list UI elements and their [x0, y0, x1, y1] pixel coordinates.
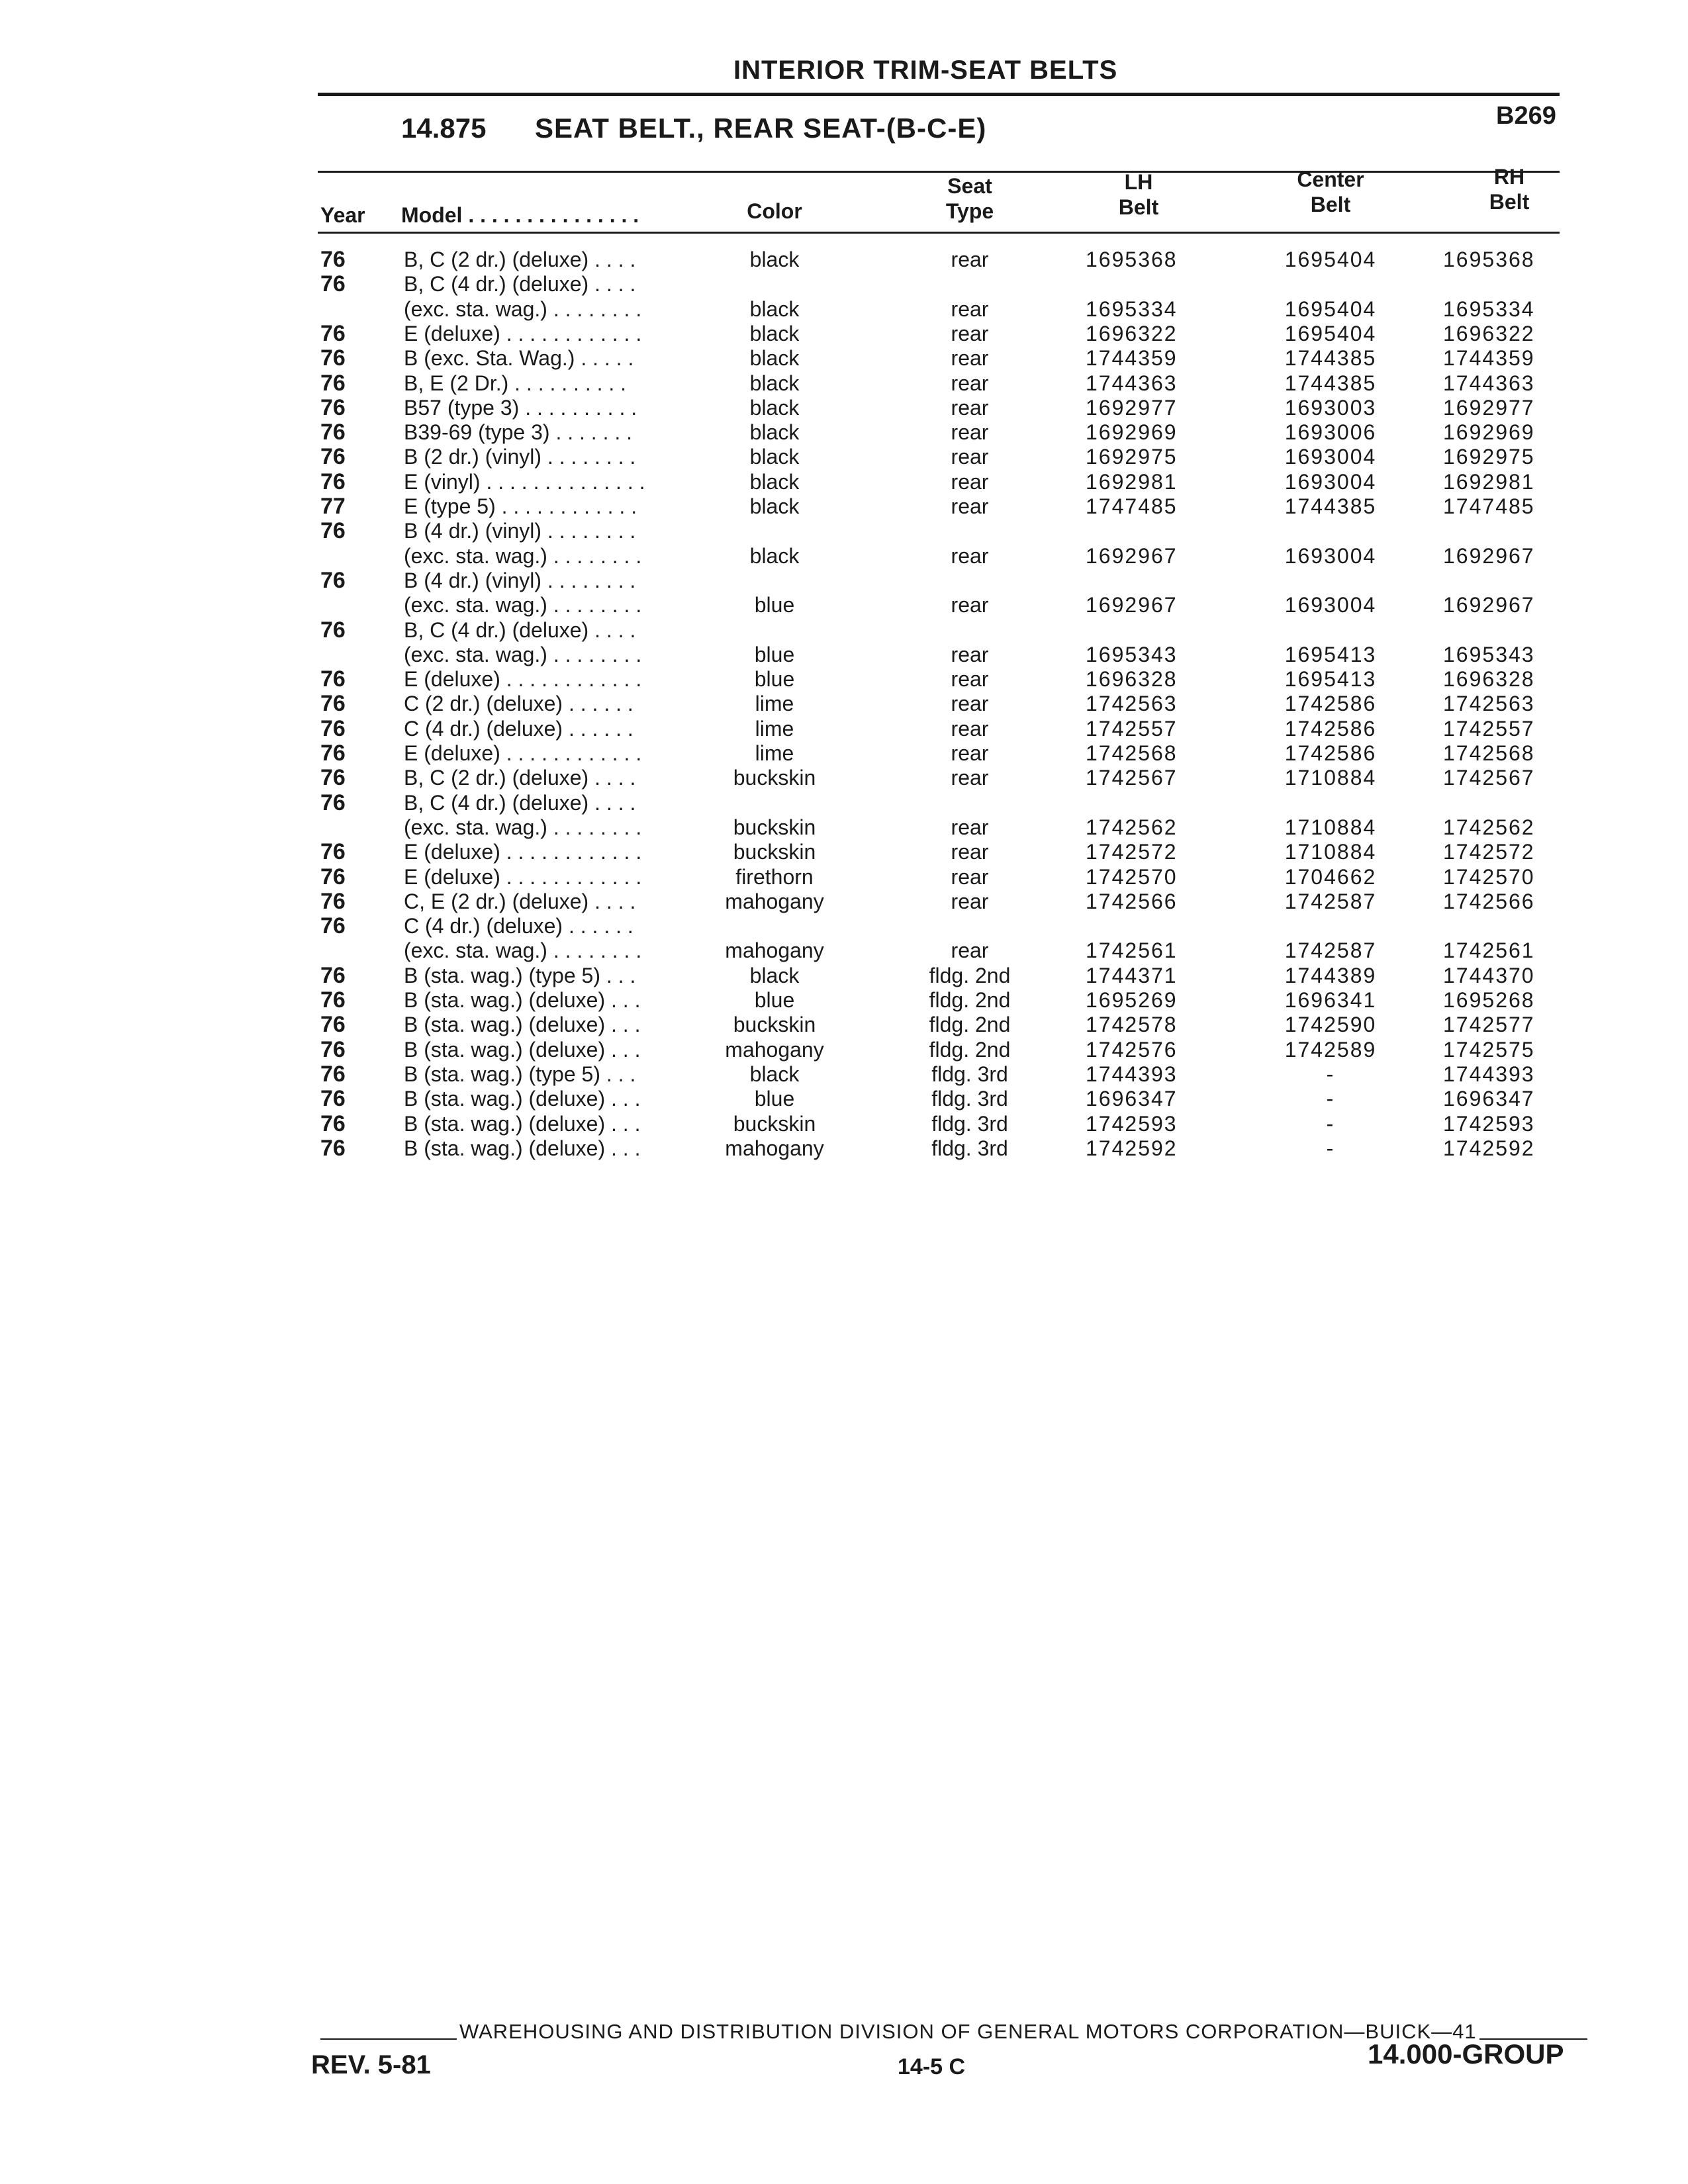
row-model: B (4 dr.) (vinyl) . . . . . . . .: [404, 519, 636, 543]
row-seat-type: rear: [951, 322, 989, 345]
column-header-center-line2: Belt: [1310, 193, 1351, 216]
table-row: [0, 964, 1688, 988]
row-seat-type: rear: [951, 692, 989, 715]
row-rh-belt: 1742557: [1443, 717, 1535, 741]
row-lh-belt: 1742567: [1086, 766, 1178, 790]
table-row: [0, 938, 1688, 963]
row-rh-belt: 1695334: [1443, 297, 1535, 321]
row-year: 76: [320, 1037, 346, 1062]
table-row: [0, 865, 1688, 889]
table-row: [0, 717, 1688, 741]
row-lh-belt: 1696347: [1086, 1087, 1178, 1111]
row-model: B39-69 (type 3) . . . . . . .: [404, 420, 633, 444]
row-lh-belt: 1742576: [1086, 1038, 1178, 1062]
row-center-belt: 1695404: [1284, 248, 1377, 271]
table-row: [0, 1087, 1688, 1111]
row-year: 76: [320, 913, 346, 938]
row-lh-belt: 1742562: [1086, 815, 1178, 839]
row-center-belt: 1742589: [1284, 1038, 1377, 1062]
row-rh-belt: 1747485: [1443, 494, 1535, 518]
row-model: B (sta. wag.) (deluxe) . . .: [404, 988, 641, 1012]
row-color: mahogany: [725, 1038, 824, 1062]
row-color: mahogany: [725, 938, 824, 962]
column-header-rh-line2: Belt: [1489, 190, 1530, 214]
row-center-belt: 1744385: [1284, 494, 1377, 518]
row-model: B, C (2 dr.) (deluxe) . . . .: [404, 766, 636, 790]
row-seat-type: fldg. 2nd: [929, 964, 1011, 987]
row-seat-type: rear: [951, 643, 989, 666]
table-row: [0, 248, 1688, 272]
row-color: blue: [754, 643, 795, 666]
table-row: [0, 470, 1688, 494]
row-lh-belt: 1742568: [1086, 741, 1178, 765]
table-row: [0, 346, 1688, 371]
row-center-belt: 1695413: [1284, 667, 1377, 691]
row-lh-belt: 1744393: [1086, 1062, 1178, 1086]
row-seat-type: rear: [951, 297, 989, 321]
row-color: buckskin: [733, 840, 816, 864]
row-color: black: [749, 1062, 800, 1086]
row-color: buckskin: [733, 1112, 816, 1136]
row-center-belt: 1693006: [1284, 420, 1377, 444]
row-model: B (sta. wag.) (deluxe) . . .: [404, 1013, 641, 1036]
row-lh-belt: 1695343: [1086, 643, 1178, 666]
row-model: (exc. sta. wag.) . . . . . . . .: [404, 593, 642, 617]
table-row: [0, 396, 1688, 420]
row-year: 76: [320, 518, 346, 543]
row-color: mahogany: [725, 1136, 824, 1160]
row-color: black: [749, 544, 800, 568]
top-rule-thick: [318, 93, 1560, 96]
column-header-rule: [318, 232, 1560, 234]
row-center-belt: 1695404: [1284, 297, 1377, 321]
row-seat-type: rear: [951, 667, 989, 691]
row-color: blue: [754, 667, 795, 691]
row-color: black: [749, 494, 800, 518]
table-row: [0, 1013, 1688, 1037]
row-model: B57 (type 3) . . . . . . . . . .: [404, 396, 637, 420]
row-center-belt: 1742586: [1284, 692, 1377, 715]
row-center-belt: 1693004: [1284, 544, 1377, 568]
row-model: C (4 dr.) (deluxe) . . . . . .: [404, 914, 633, 938]
row-lh-belt: 1742557: [1086, 717, 1178, 741]
row-model: B (sta. wag.) (deluxe) . . .: [404, 1112, 641, 1136]
row-rh-belt: 1744370: [1443, 964, 1535, 987]
column-header-year: Year: [320, 203, 365, 227]
group-title-wrap: [733, 56, 1117, 85]
row-seat-type: rear: [951, 593, 989, 617]
row-year: 76: [320, 444, 346, 469]
row-year: 76: [320, 568, 346, 593]
row-lh-belt: 1692975: [1086, 445, 1178, 469]
row-seat-type: rear: [951, 470, 989, 494]
row-rh-belt: 1742570: [1443, 865, 1535, 889]
column-header-rh-line1: RH: [1493, 165, 1525, 189]
row-seat-type: rear: [951, 371, 989, 395]
row-rh-belt: 1692981: [1443, 470, 1535, 494]
table-row: [0, 766, 1688, 790]
row-center-belt: 1744389: [1284, 964, 1377, 987]
row-model: (exc. sta. wag.) . . . . . . . .: [404, 544, 642, 568]
row-seat-type: fldg. 2nd: [929, 988, 1011, 1012]
row-model: (exc. sta. wag.) . . . . . . . .: [404, 643, 642, 666]
row-seat-type: rear: [951, 544, 989, 568]
column-header-seat-type-line1: Seat: [947, 174, 992, 198]
row-center-belt: 1710884: [1284, 766, 1377, 790]
row-model: B (exc. Sta. Wag.) . . . . .: [404, 346, 634, 370]
row-lh-belt: 1742572: [1086, 840, 1178, 864]
row-rh-belt: 1692975: [1443, 445, 1535, 469]
row-model: B, C (4 dr.) (deluxe) . . . .: [404, 618, 636, 642]
row-seat-type: rear: [951, 717, 989, 741]
row-center-belt: 1710884: [1284, 840, 1377, 864]
row-model: (exc. sta. wag.) . . . . . . . .: [404, 297, 642, 321]
row-model: C (4 dr.) (deluxe) . . . . . .: [404, 717, 633, 741]
row-color: black: [749, 322, 800, 345]
row-lh-belt: 1744371: [1086, 964, 1178, 987]
row-model: E (vinyl) . . . . . . . . . . . . . .: [404, 470, 645, 494]
row-center-belt: 1695413: [1284, 643, 1377, 666]
row-year: 76: [320, 1062, 346, 1087]
row-center-belt: 1693004: [1284, 470, 1377, 494]
table-row: [0, 569, 1688, 593]
row-seat-type: fldg. 3rd: [931, 1112, 1008, 1136]
row-rh-belt: 1692967: [1443, 593, 1535, 617]
row-color: buckskin: [733, 815, 816, 839]
table-row: [0, 643, 1688, 667]
table-row: [0, 791, 1688, 815]
row-seat-type: rear: [951, 938, 989, 962]
row-model: E (deluxe) . . . . . . . . . . . .: [404, 322, 642, 345]
column-header-color: Color: [747, 199, 802, 223]
row-year: 76: [320, 1086, 346, 1111]
row-rh-belt: 1742561: [1443, 938, 1535, 962]
section-title: SEAT BELT., REAR SEAT-(B-C-E): [535, 113, 987, 144]
row-model: B (sta. wag.) (type 5) . . .: [404, 1062, 636, 1086]
row-center-belt: 1693004: [1284, 445, 1377, 469]
row-center-belt: -: [1326, 1112, 1335, 1136]
row-color: lime: [755, 692, 794, 715]
table-row: [0, 519, 1688, 543]
row-center-belt: 1704662: [1284, 865, 1377, 889]
row-lh-belt: 1742563: [1086, 692, 1178, 715]
row-color: black: [749, 297, 800, 321]
row-seat-type: fldg. 3rd: [931, 1136, 1008, 1160]
row-rh-belt: 1696322: [1443, 322, 1535, 345]
row-color: blue: [754, 988, 795, 1012]
row-year: 76: [320, 691, 346, 716]
row-lh-belt: 1695334: [1086, 297, 1178, 321]
column-header-lh-line1: LH: [1124, 170, 1153, 194]
table-row: [0, 494, 1688, 519]
row-center-belt: 1742587: [1284, 938, 1377, 962]
row-color: mahogany: [725, 889, 824, 913]
row-color: black: [749, 420, 800, 444]
row-year: 76: [320, 666, 346, 692]
row-year: 76: [320, 839, 346, 864]
row-rh-belt: 1742577: [1443, 1013, 1535, 1036]
row-model: B (sta. wag.) (type 5) . . .: [404, 964, 636, 987]
table-row: [0, 544, 1688, 569]
table-row: [0, 420, 1688, 445]
row-color: blue: [754, 593, 795, 617]
row-center-belt: 1693004: [1284, 593, 1377, 617]
row-seat-type: rear: [951, 766, 989, 790]
row-color: lime: [755, 741, 794, 765]
row-rh-belt: 1742562: [1443, 815, 1535, 839]
table-row: [0, 667, 1688, 692]
table-row: [0, 322, 1688, 346]
row-rh-belt: 1742572: [1443, 840, 1535, 864]
row-rh-belt: 1742575: [1443, 1038, 1535, 1062]
row-rh-belt: 1695343: [1443, 643, 1535, 666]
row-seat-type: rear: [951, 840, 989, 864]
table-row: [0, 1136, 1688, 1161]
table-row: [0, 618, 1688, 643]
row-seat-type: rear: [951, 494, 989, 518]
footer-revision: REV. 5-81: [311, 2050, 431, 2079]
row-seat-type: rear: [951, 445, 989, 469]
row-center-belt: 1742590: [1284, 1013, 1377, 1036]
row-year: 76: [320, 963, 346, 988]
row-lh-belt: 1742593: [1086, 1112, 1178, 1136]
row-year: 76: [320, 741, 346, 766]
row-lh-belt: 1692977: [1086, 396, 1178, 420]
row-year: 76: [320, 790, 346, 815]
row-center-belt: 1695404: [1284, 322, 1377, 345]
row-model: B (4 dr.) (vinyl) . . . . . . . .: [404, 569, 636, 592]
row-color: black: [749, 371, 800, 395]
column-header-seat-type-line2: Type: [945, 199, 994, 223]
row-model: B (sta. wag.) (deluxe) . . .: [404, 1038, 641, 1062]
column-header-rh-belt: [1443, 164, 1575, 214]
row-model: B (2 dr.) (vinyl) . . . . . . . .: [404, 445, 636, 469]
row-year: 76: [320, 371, 346, 396]
row-rh-belt: 1742567: [1443, 766, 1535, 790]
row-rh-belt: 1744363: [1443, 371, 1535, 395]
row-center-belt: 1696341: [1284, 988, 1377, 1012]
row-rh-belt: 1695268: [1443, 988, 1535, 1012]
column-header-seat-type: [880, 173, 1059, 224]
row-lh-belt: 1742561: [1086, 938, 1178, 962]
row-center-belt: 1742587: [1284, 889, 1377, 913]
table-row: [0, 889, 1688, 914]
row-year: 76: [320, 345, 346, 371]
row-color: black: [749, 964, 800, 987]
row-center-belt: -: [1326, 1136, 1335, 1160]
row-rh-belt: 1742566: [1443, 889, 1535, 913]
row-year: 76: [320, 247, 346, 272]
row-seat-type: fldg. 3rd: [931, 1087, 1008, 1111]
row-year: 76: [320, 1012, 346, 1037]
row-color: buckskin: [733, 766, 816, 790]
row-seat-type: rear: [951, 741, 989, 765]
row-seat-type: rear: [951, 889, 989, 913]
row-lh-belt: 1696328: [1086, 667, 1178, 691]
row-model: B, C (2 dr.) (deluxe) . . . .: [404, 248, 636, 271]
row-center-belt: 1742586: [1284, 741, 1377, 765]
table-row: [0, 272, 1688, 296]
row-year: 77: [320, 494, 346, 519]
row-color: black: [749, 396, 800, 420]
row-year: 76: [320, 617, 346, 643]
row-seat-type: rear: [951, 865, 989, 889]
row-model: B, C (4 dr.) (deluxe) . . . .: [404, 272, 636, 296]
row-model: C (2 dr.) (deluxe) . . . . . .: [404, 692, 633, 715]
table-row: [0, 914, 1688, 938]
row-center-belt: -: [1326, 1087, 1335, 1111]
row-lh-belt: 1744359: [1086, 346, 1178, 370]
row-year: 76: [320, 321, 346, 346]
row-seat-type: rear: [951, 815, 989, 839]
row-rh-belt: 1742568: [1443, 741, 1535, 765]
row-year: 76: [320, 864, 346, 889]
table-row: [0, 1038, 1688, 1062]
table-row: [0, 445, 1688, 469]
row-year: 76: [320, 469, 346, 494]
row-model: (exc. sta. wag.) . . . . . . . .: [404, 938, 642, 962]
row-rh-belt: 1692969: [1443, 420, 1535, 444]
row-lh-belt: 1742578: [1086, 1013, 1178, 1036]
row-year: 76: [320, 271, 346, 296]
row-year: 76: [320, 765, 346, 790]
row-model: (exc. sta. wag.) . . . . . . . .: [404, 815, 642, 839]
row-model: B, E (2 Dr.) . . . . . . . . . .: [404, 371, 627, 395]
row-rh-belt: 1742593: [1443, 1112, 1535, 1136]
table-row: [0, 988, 1688, 1013]
row-lh-belt: 1742592: [1086, 1136, 1178, 1160]
table-row: [0, 1062, 1688, 1087]
row-lh-belt: 1747485: [1086, 494, 1178, 518]
row-year: 76: [320, 1111, 346, 1136]
row-lh-belt: 1692967: [1086, 593, 1178, 617]
row-model: E (type 5) . . . . . . . . . . . .: [404, 494, 637, 518]
row-lh-belt: 1692967: [1086, 544, 1178, 568]
row-lh-belt: 1742570: [1086, 865, 1178, 889]
row-year: 76: [320, 889, 346, 914]
row-seat-type: rear: [951, 396, 989, 420]
row-seat-type: rear: [951, 248, 989, 271]
table-row: [0, 692, 1688, 716]
footer-group: 14.000-GROUP: [1368, 2038, 1564, 2070]
table-row: [0, 593, 1688, 617]
row-color: buckskin: [733, 1013, 816, 1036]
section-number: 14.875: [401, 113, 487, 144]
row-color: blue: [754, 1087, 795, 1111]
row-rh-belt: 1742592: [1443, 1136, 1535, 1160]
row-color: lime: [755, 717, 794, 741]
row-center-belt: 1744385: [1284, 371, 1377, 395]
column-header-lh-line2: Belt: [1118, 195, 1159, 219]
row-rh-belt: 1742563: [1443, 692, 1535, 715]
row-lh-belt: 1692969: [1086, 420, 1178, 444]
footer-division: WAREHOUSING AND DISTRIBUTION DIVISION OF GENERAL MOTORS CORPORATION—BUICK—41: [457, 2020, 1479, 2044]
row-seat-type: fldg. 2nd: [929, 1013, 1011, 1036]
row-center-belt: 1742586: [1284, 717, 1377, 741]
row-model: B, C (4 dr.) (deluxe) . . . .: [404, 791, 636, 815]
row-seat-type: fldg. 2nd: [929, 1038, 1011, 1062]
table-row: [0, 1112, 1688, 1136]
row-year: 76: [320, 420, 346, 445]
column-header-model: Model . . . . . . . . . . . . . . .: [401, 203, 639, 227]
row-model: C, E (2 dr.) (deluxe) . . . .: [404, 889, 636, 913]
row-rh-belt: 1695368: [1443, 248, 1535, 271]
row-model: E (deluxe) . . . . . . . . . . . .: [404, 667, 642, 691]
row-model: E (deluxe) . . . . . . . . . . . .: [404, 741, 642, 765]
row-lh-belt: 1692981: [1086, 470, 1178, 494]
row-color: black: [749, 445, 800, 469]
row-color: firethorn: [735, 865, 814, 889]
row-lh-belt: 1695269: [1086, 988, 1178, 1012]
row-color: black: [749, 248, 800, 271]
row-center-belt: 1710884: [1284, 815, 1377, 839]
row-year: 76: [320, 987, 346, 1013]
table-row: [0, 815, 1688, 840]
row-lh-belt: 1744363: [1086, 371, 1178, 395]
table-row: [0, 297, 1688, 322]
row-model: B (sta. wag.) (deluxe) . . .: [404, 1087, 641, 1111]
row-rh-belt: 1696347: [1443, 1087, 1535, 1111]
row-seat-type: rear: [951, 346, 989, 370]
row-year: 76: [320, 716, 346, 741]
row-rh-belt: 1744359: [1443, 346, 1535, 370]
row-rh-belt: 1696328: [1443, 667, 1535, 691]
column-header-center-line1: Center: [1297, 167, 1364, 191]
row-rh-belt: 1744393: [1443, 1062, 1535, 1086]
row-color: black: [749, 346, 800, 370]
row-lh-belt: 1696322: [1086, 322, 1178, 345]
row-model: E (deluxe) . . . . . . . . . . . .: [404, 865, 642, 889]
row-model: E (deluxe) . . . . . . . . . . . .: [404, 840, 642, 864]
row-rh-belt: 1692977: [1443, 396, 1535, 420]
column-header-center-belt: [1251, 167, 1410, 217]
row-model: B (sta. wag.) (deluxe) . . .: [404, 1136, 641, 1160]
row-center-belt: -: [1326, 1062, 1335, 1086]
row-color: black: [749, 470, 800, 494]
row-lh-belt: 1695368: [1086, 248, 1178, 271]
row-year: 76: [320, 1136, 346, 1161]
table-row: [0, 371, 1688, 396]
row-lh-belt: 1742566: [1086, 889, 1178, 913]
table-row: [0, 840, 1688, 864]
row-seat-type: rear: [951, 420, 989, 444]
footer-page-number: 14-5 C: [898, 2054, 966, 2079]
table-row: [0, 741, 1688, 766]
page-code: B269: [1496, 102, 1556, 130]
row-center-belt: 1693003: [1284, 396, 1377, 420]
row-rh-belt: 1692967: [1443, 544, 1535, 568]
row-center-belt: 1744385: [1284, 346, 1377, 370]
column-header-lh-belt: [1072, 169, 1205, 220]
row-year: 76: [320, 395, 346, 420]
group-title: INTERIOR TRIM-SEAT BELTS: [733, 56, 1118, 85]
row-seat-type: fldg. 3rd: [931, 1062, 1008, 1086]
